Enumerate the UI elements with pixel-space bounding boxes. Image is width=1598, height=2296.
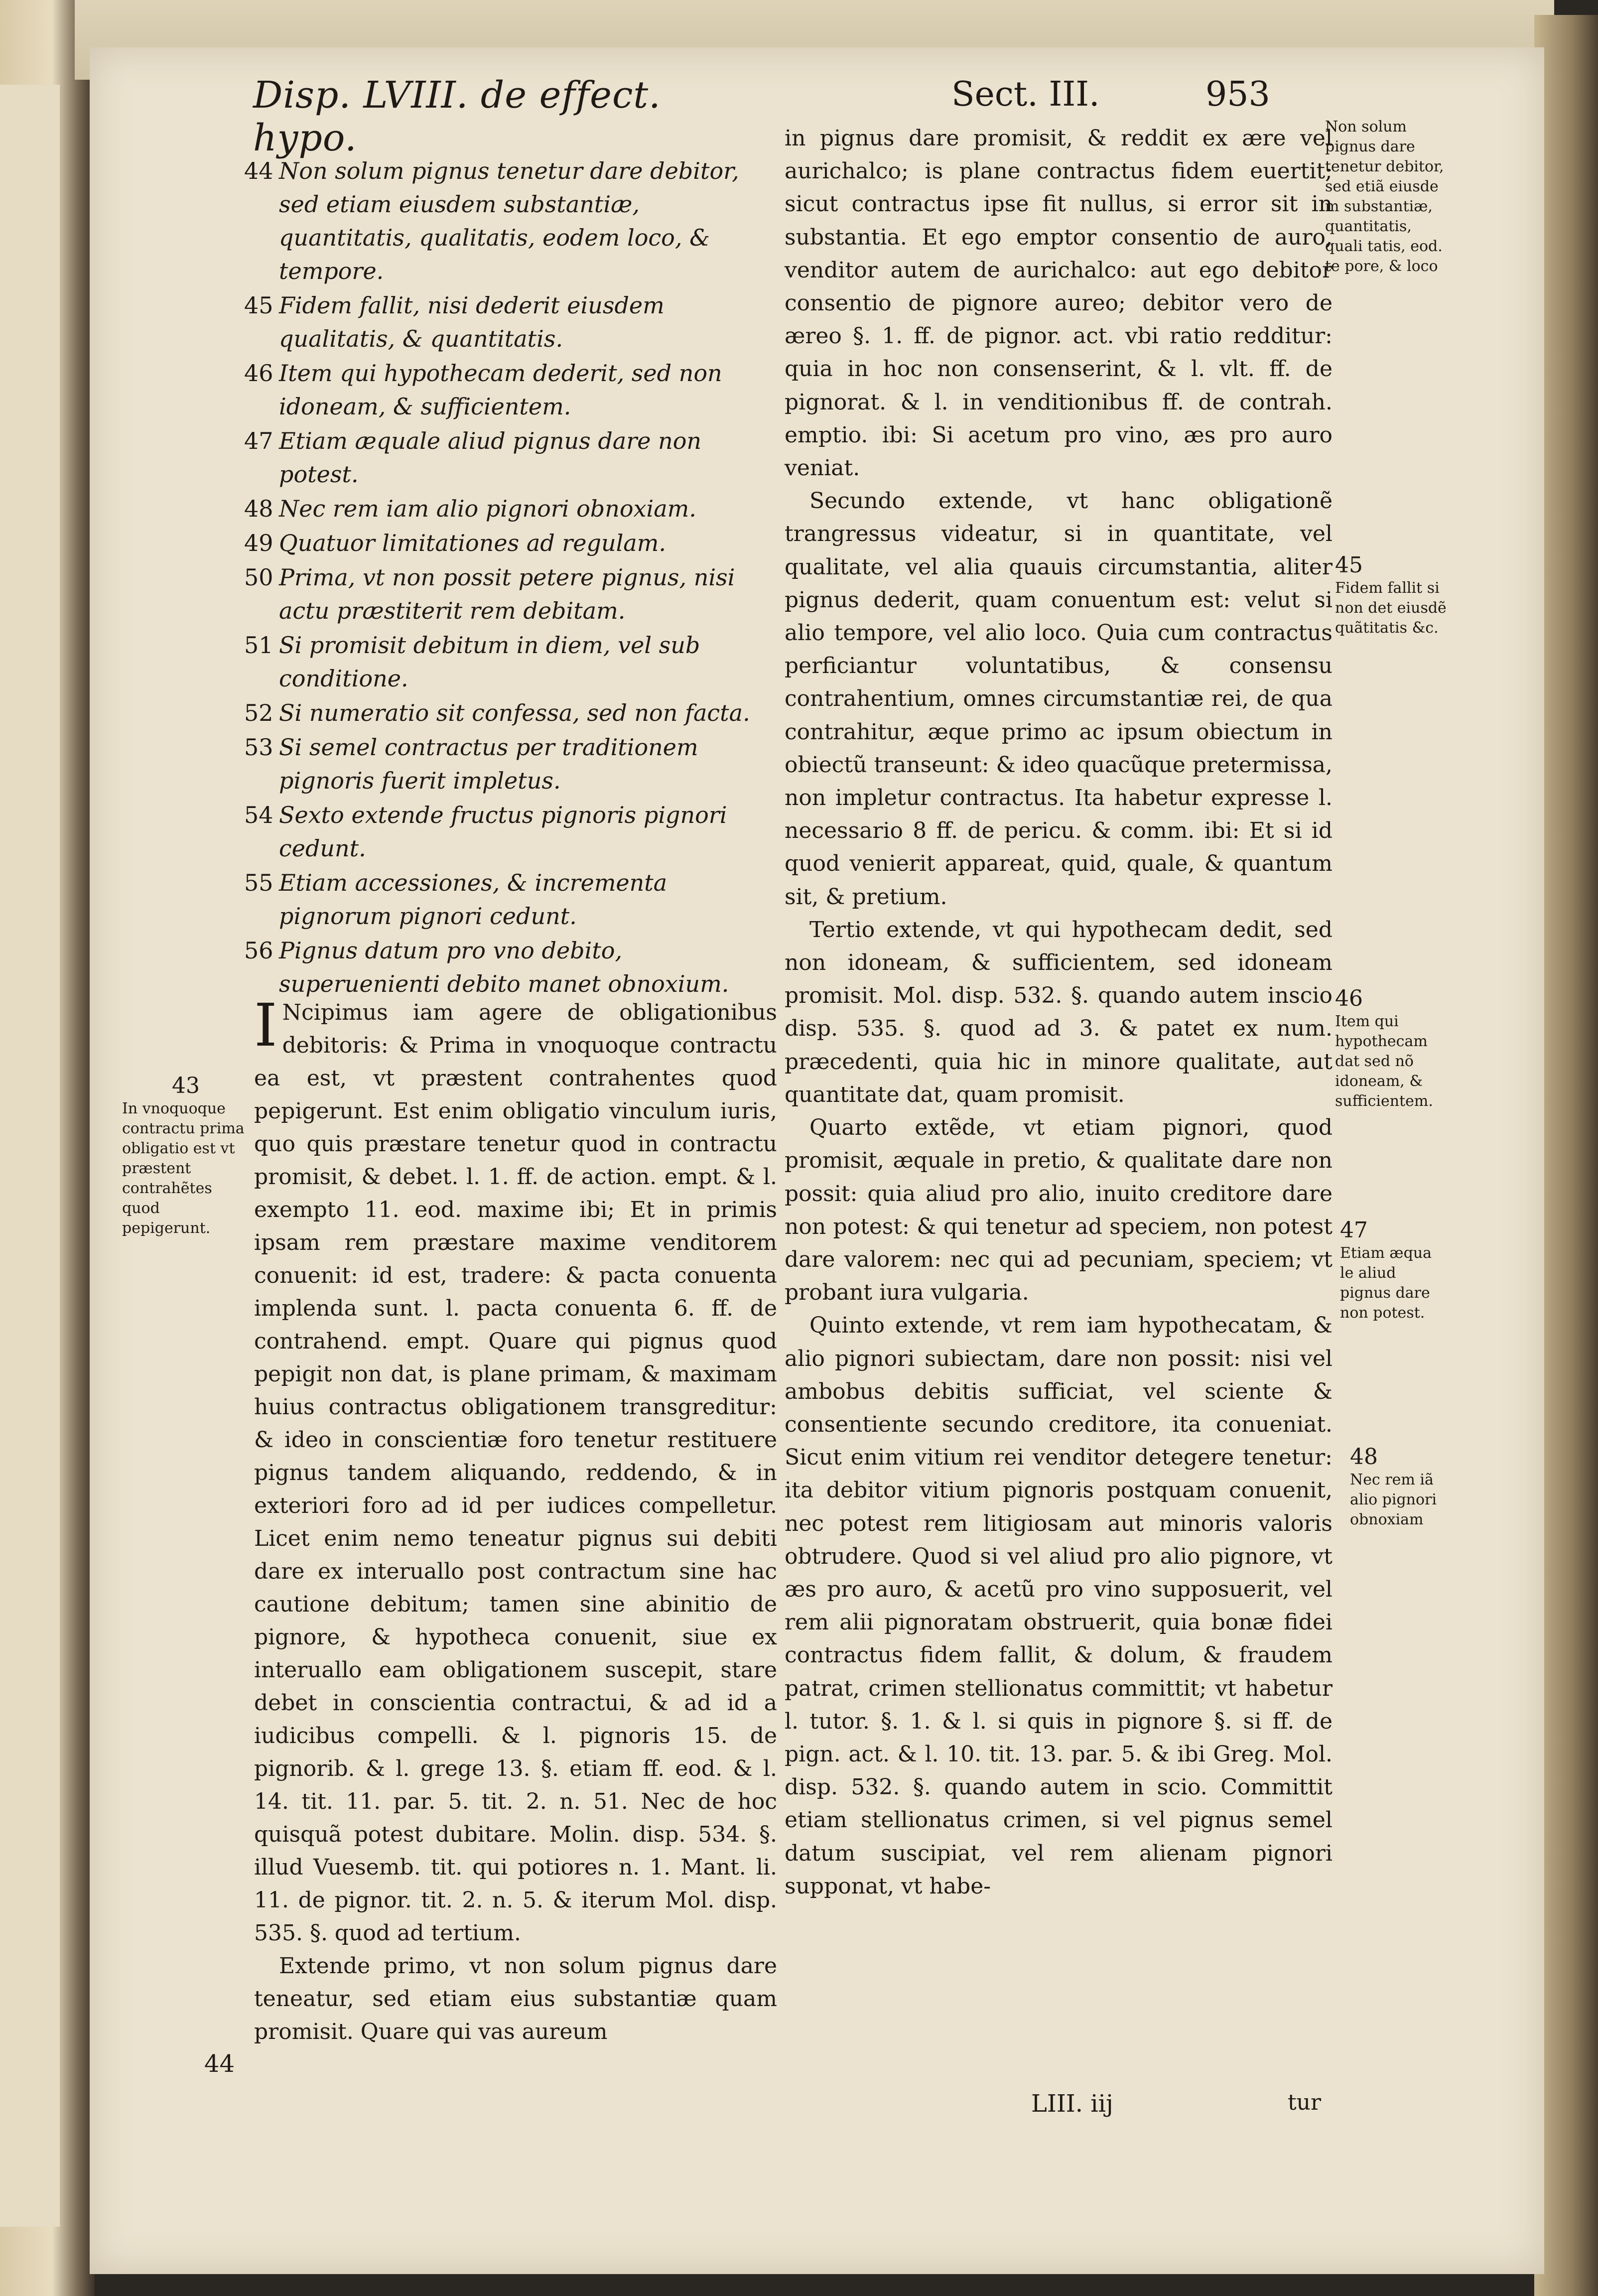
body-column-right: [785, 122, 1332, 1903]
sidenote-number: 43: [172, 1073, 200, 1098]
paragraph-quinto: Quinto extende, vt rem iam hypothecatam, & alio pignori subiectam, dare non possit: nisi vel ambobus debitis sufficiat, vel sciente & consentiente secundo creditore, ita conueniat. Sicut enim vitium rei venditor detegere tenetur: ita debitor vitium pignoris postquam conuenit, nec potest rem litigiosam aut minoris valoris obtrudere. Quod si vel aliud pro alio pignore, vt æs pro auro, & acetũ pro vino supposuerit, vel rem alii pignoratam obstruerit, quia bonæ fidei contractus fidem fallit, & dolum, & fraudem patrat, crimen stellionatus committit; vt habetur l. tutor. §. 1. & l. si quis in pignore §. si ff. de pign. act. & l. 10. tit. 13. par. 5. & ibi Greg. Mol. disp. 532. §. quando autem in scio. Committit etiam stellionatus crimen, si vel pignus semel datum suscipiat, vel rem alienam pignori supponat, vt habe-: [785, 1313, 1332, 1899]
sidenote-number: 45: [1335, 552, 1363, 578]
opening-paragraph: I Ncipimus iam agere de obligationibus debitoris: & Prima in vnoquoque contractu ea est, vt præstent contrahentes quod pepigerunt. Est enim obligatio vinculum iuris, quo quis præstare tenetur quod in contractu promisit, & debet. l. 1. ff. de action. empt. & l. exempto 11. eod. maxime ibi; Et in primis ipsam rem præstare maxime venditorem conuenit: id est, tradere: & pacta conuenta implenda sunt. l. pacta conuenta 6. ff. de contrahend. empt. Quare qui pignus quod pepigit non dat, is plane primam, & maximam huius contractus obligationem transgreditur: & ideo in conscientiæ foro tenetur restituere pignus tandem aliquando, reddendo, & in exteriori foro ad id per iudices compelletur. Licet enim nemo teneatur pignus sui debiti dare ex interuallo post contractum sine hac cautione debitum; tamen sine abinitio de pignore, & hypotheca conuenit, siue ex interuallo eam obligationem suscepit, stare debet in conscientia contractui, & ad id a iudicibus compelli. & l. pignoris 15. de pignorib. & l. grege 13. §. etiam ff. eod. & l. 14. tit. 11. par. 5. tit. 2. n. 51. Nec de hoc quisquã potest dubitare. Molin. disp. 534. §. illud Vuesemb. tit. qui potiores n. 1. Mant. li. 11. de pignor. tit. 2. n. 5. & iterum Mol. disp. 535. §. quod ad tertium.: [254, 991, 777, 1946]
sidenote-48: 48 Nec rem iã alio pignori obnoxiam: [1350, 1447, 1450, 1530]
summary-item: 54 Sexto extende fructus pignoris pignori cedunt.: [244, 802, 727, 862]
summary-item: 50 Prima, vt non possit petere pignus, nisi actu præstiterit rem debitam.: [244, 564, 735, 624]
paragraph-tertio: Tertio extende, vt qui hypothecam dedit, sed non idoneam, & sufficientem, sed idoneam promisit. Mol. disp. 532. §. quando autem inscio disp. 535. §. quod ad 3. & patet ex num. præcedenti, quia hic in minore qualitate, aut quantitate dat, quam promisit.: [785, 917, 1332, 1107]
facing-page-edge: [0, 85, 60, 2227]
summary-item: 44 Non solum pignus tenetur dare debitor, sed etiam eiusdem substantiæ, quantitatis, qualitatis, eodem loco, & tempore.: [244, 157, 739, 284]
section-label: Sect. III.: [951, 75, 1100, 114]
sidenote-number: 46: [1335, 986, 1363, 1011]
margin-number-44: 44: [204, 2050, 235, 2078]
body-column-left: [254, 991, 777, 2048]
summary-list: [244, 154, 767, 1002]
summary-item: 47 Etiam æquale aliud pignus dare non potest.: [244, 427, 702, 488]
summary-item: 56 Pignus datum pro vno debito, superuenienti debito manet obnoxium.: [244, 937, 729, 997]
sidenote-43: 43 In vnoquoque contractu prima obligatio est vt præstent contrahẽtes quod pepigerunt.: [122, 1076, 247, 1238]
sidenote-47: 47 Etiam æqua le aliud pignus dare non potest.: [1340, 1220, 1450, 1323]
summary-item: 53 Si semel contractus per traditionem pignoris fuerit impletus.: [244, 734, 698, 794]
paragraph-continuation: in pignus dare promisit, & reddit ex ære vel aurichalco; is plane contractus fidem euertit; sicut contractus ipse fit nullus, si error sit in substantia. Et ego emptor consentio de auro, venditor autem de aurichalco: aut ego debitor consentio de pignore aureo; debitor vero de æreo §. 1. ff. de pignor. act. vbi ratio redditur: quia in hoc non consenserint, & l. vlt. ff. de pignorat. & l. in venditionibus ff. de contrah. emptio. ibi: Si acetum pro vino, æs pro auro veniat.: [785, 126, 1332, 481]
page-number: 953: [1205, 75, 1270, 114]
paragraph-quarto: Quarto extẽde, vt etiam pignori, quod promisit, æquale in pretio, & qualitate dare non possit: quia aliud pro alio, inuito creditore dare non potest: & qui tenetur ad speciem, non potest dare valorem: nec qui ad pecuniam, speciem; vt probant iura vulgaria.: [785, 1115, 1332, 1306]
summary-item: 46 Item qui hypothecam dederit, sed non idoneam, & sufficientem.: [244, 360, 722, 420]
summary-item: 52 Si numeratio sit confessa, sed non facta.: [244, 699, 750, 726]
signature-mark: LIII. iij: [1031, 2090, 1113, 2118]
sidenote-number: 48: [1350, 1444, 1378, 1470]
summary-item: 45 Fidem fallit, nisi dederit eiusdem qualitatis, & quantitatis.: [244, 292, 665, 352]
sidenote-top-right: Non solum pignus dare tenetur debitor, sed etiã eiusde m substantiæ, quantitatis, quali tatis, eod. te pore, & loco: [1325, 118, 1444, 275]
catchword: tur: [1288, 2090, 1322, 2115]
paragraph-secundo: Secundo extende, vt hanc obligationẽ trangressus videatur, si in quantitate, vel qualitate, vel alia quauis circumstantia, aliter pignus dederit, quam conuentum est: velut si alio tempore, vel alio loco. Quia cum contractus perficiantur voluntatibus, & consensu contrahentium, omnes circumstantiæ rei, de qua contrahitur, æque primo ac ipsum obiectum in obiectũ transeunt: & ideo quacũque pretermissa, non impletur contractus. Ita habetur expresse l. necessario 8 ff. de pericu. & comm. ibi: Et si id quod venierit appareat, quid, quale, & quantum sit, & pretium.: [785, 488, 1332, 910]
summary-item: 48 Nec rem iam alio pignori obnoxiam.: [244, 495, 696, 522]
sidenote-number: 47: [1340, 1217, 1368, 1243]
drop-cap: I: [254, 991, 277, 1060]
running-head-right: [951, 75, 1350, 114]
summary-item: 49 Quatuor limitationes ad regulam.: [244, 530, 666, 556]
sidenote-45: 45 Fidem fallit si non det eiusdẽ quãtitatis &c.: [1335, 555, 1450, 638]
running-head-left: Disp. LVIII. de effect. hypo.: [253, 74, 661, 159]
sidenote-46: 46 Item qui hypothecam dat sed nõ idoneam, & sufficientem.: [1335, 989, 1450, 1111]
summary-item: 55 Etiam accessiones, & incrementa pignorum pignori cedunt.: [244, 869, 667, 930]
paragraph-extende-primo: Extende primo, vt non solum pignus dare teneatur, sed etiam eius substantiæ quam promisit. Quare qui vas aureum: [254, 1953, 777, 2044]
summary-item: 51 Si promisit debitum in diem, vel sub conditione.: [244, 632, 700, 692]
